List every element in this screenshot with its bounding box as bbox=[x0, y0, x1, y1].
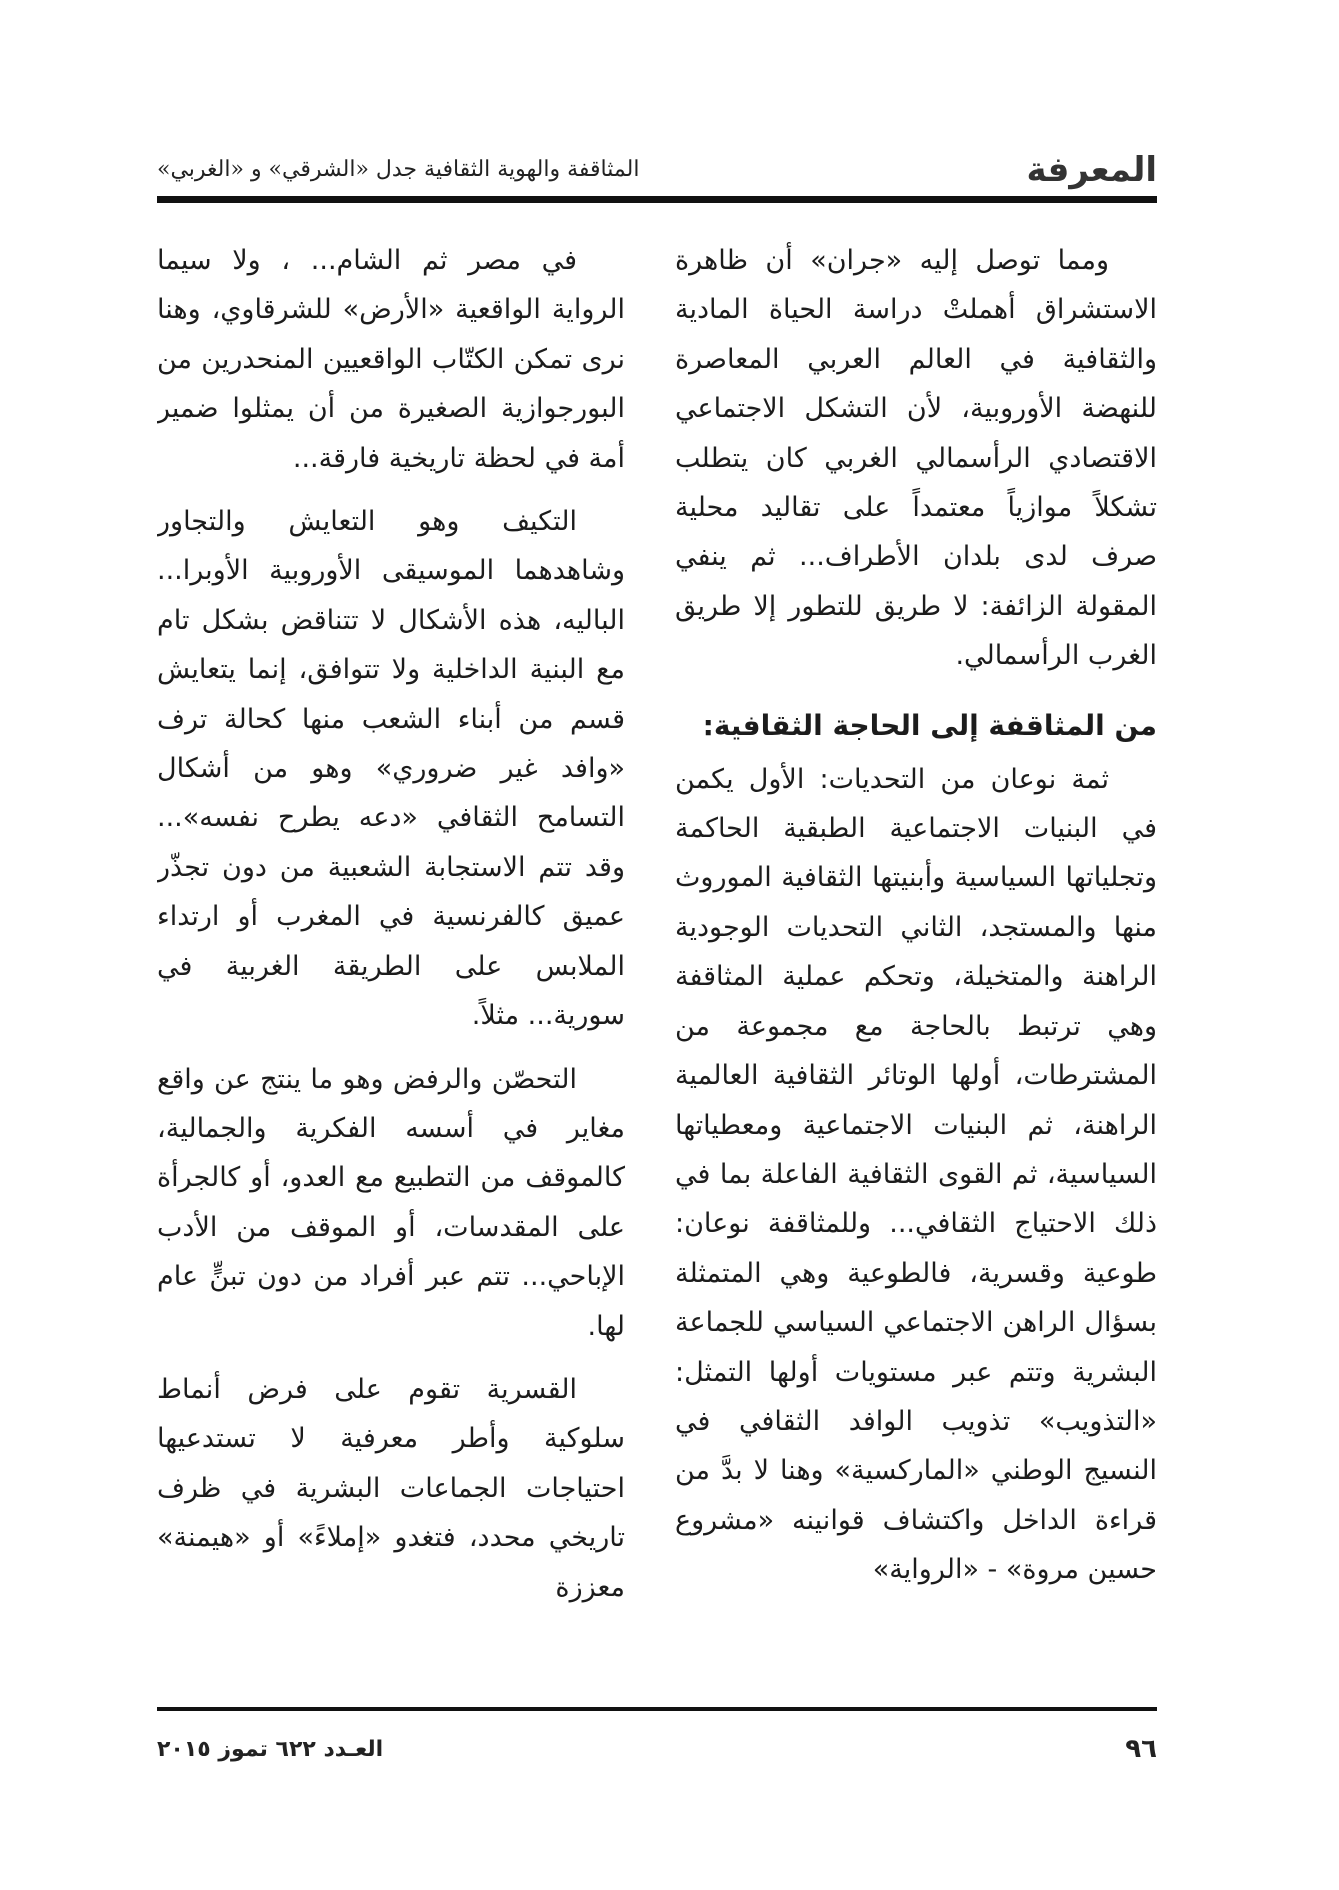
body-paragraph: التكيف وهو التعايش والتجاور وشاهدهما الموسيقى الأوروبية الأوبرا... الباليه، هذه الأشكال لا تتناقض بشكل تام مع البنية الداخلية ولا تتوافق، إنما يتعايش قسم من أبناء الشعب منها كحالة ترف «وافد غير ضروري» وهو من أشكال التسامح الثقافي «دعه يطرح نفسه»... وقد تتم الاستجابة الشعبية من دون تجذّر عميق كالفرنسية في المغرب أو ارتداء الملابس على الطريقة الغربية في سورية... مثلاً. bbox=[157, 506, 625, 1032]
body-paragraph: التحصّن والرفض وهو ما ينتج عن واقع مغاير في أسسه الفكرية والجمالية، كالموقف من التطبيع مع العدو، أو كالجرأة على المقدسات، أو الموقف من الأدب الإباحي... تتم عبر أفراد من دون تبنٍّ عام لها. bbox=[157, 1063, 625, 1342]
issue-info: العـدد ٦٢٢ تموز ٢٠١٥ bbox=[157, 1736, 384, 1762]
page-header bbox=[157, 150, 1157, 190]
page-footer bbox=[157, 1727, 1157, 1771]
left-column bbox=[157, 236, 625, 1676]
header-rule bbox=[157, 196, 1157, 203]
running-title: المثاقفة والهوية الثقافية جدل «الشرقي» و «الغربي» bbox=[157, 157, 640, 182]
section-heading: من المثاقفة إلى الحاجة الثقافية: bbox=[702, 708, 1157, 742]
page-number: ٩٦ bbox=[1125, 1734, 1157, 1764]
magazine-logo: المعرفة bbox=[1026, 150, 1157, 190]
body-paragraph: في مصر ثم الشام... ، ولا سيما الرواية الواقعية «الأرض» للشرقاوي، وهنا نرى تمكن الكتّاب الواقعيين المنحدرين من البورجوازية الصغيرة من أن يمثلوا ضمير أمة في لحظة تاريخية فارقة... bbox=[157, 245, 625, 474]
body-paragraph: ومما توصل إليه «جران» أن ظاهرة الاستشراق أهملتْ دراسة الحياة المادية والثقافية في العالم العربي المعاصرة للنهضة الأوروبية، لأن التشكل الاجتماعي الاقتصادي الرأسمالي الغربي كان يتطلب تشكلاً موازياً معتمداً على تقاليد محلية صرف لدى بلدان الأطراف... ثم ينفي المقولة الزائفة: لا طريق للتطور إلا طريق الغرب الرأسمالي. bbox=[675, 245, 1157, 672]
right-column bbox=[675, 236, 1157, 1676]
body-paragraph: القسرية تقوم على فرض أنماط سلوكية وأطر معرفية لا تستدعيها احتياجات الجماعات البشرية في ظرف تاريخي محدد، فتغدو «إملاءً» أو «هيمنة» معززة bbox=[157, 1373, 625, 1603]
footer-rule bbox=[157, 1707, 1157, 1711]
body-paragraph: ثمة نوعان من التحديات: الأول يكمن في البنيات الاجتماعية الطبقية الحاكمة وتجلياتها السياسية وأبنيتها الثقافية الموروث منها والمستجد، الثاني التحديات الوجودية الراهنة والمتخيلة، وتحكم عملية المثاقفة وهي ترتبط بالحاجة مع مجموعة من المشترطات، أولها الوتائر الثقافية العالمية الراهنة، ثم البنيات الاجتماعية ومعطياتها السياسية، ثم القوى الثقافية الفاعلة بما في ذلك الاحتياج الثقافي... وللمثاقفة نوعان: طوعية وقسرية، فالطوعية وهي المتمثلة بسؤال الراهن الاجتماعي السياسي للجماعة البشرية وتتم عبر مستويات أولها التمثل: «التذويب» تذويب الوافد الثقافي في النسيج الوطني «الماركسية» وهنا لا بدَّ من قراءة الداخل واكتشاف قوانينه «مشروع حسين مروة» - «الرواية» bbox=[675, 763, 1157, 1586]
